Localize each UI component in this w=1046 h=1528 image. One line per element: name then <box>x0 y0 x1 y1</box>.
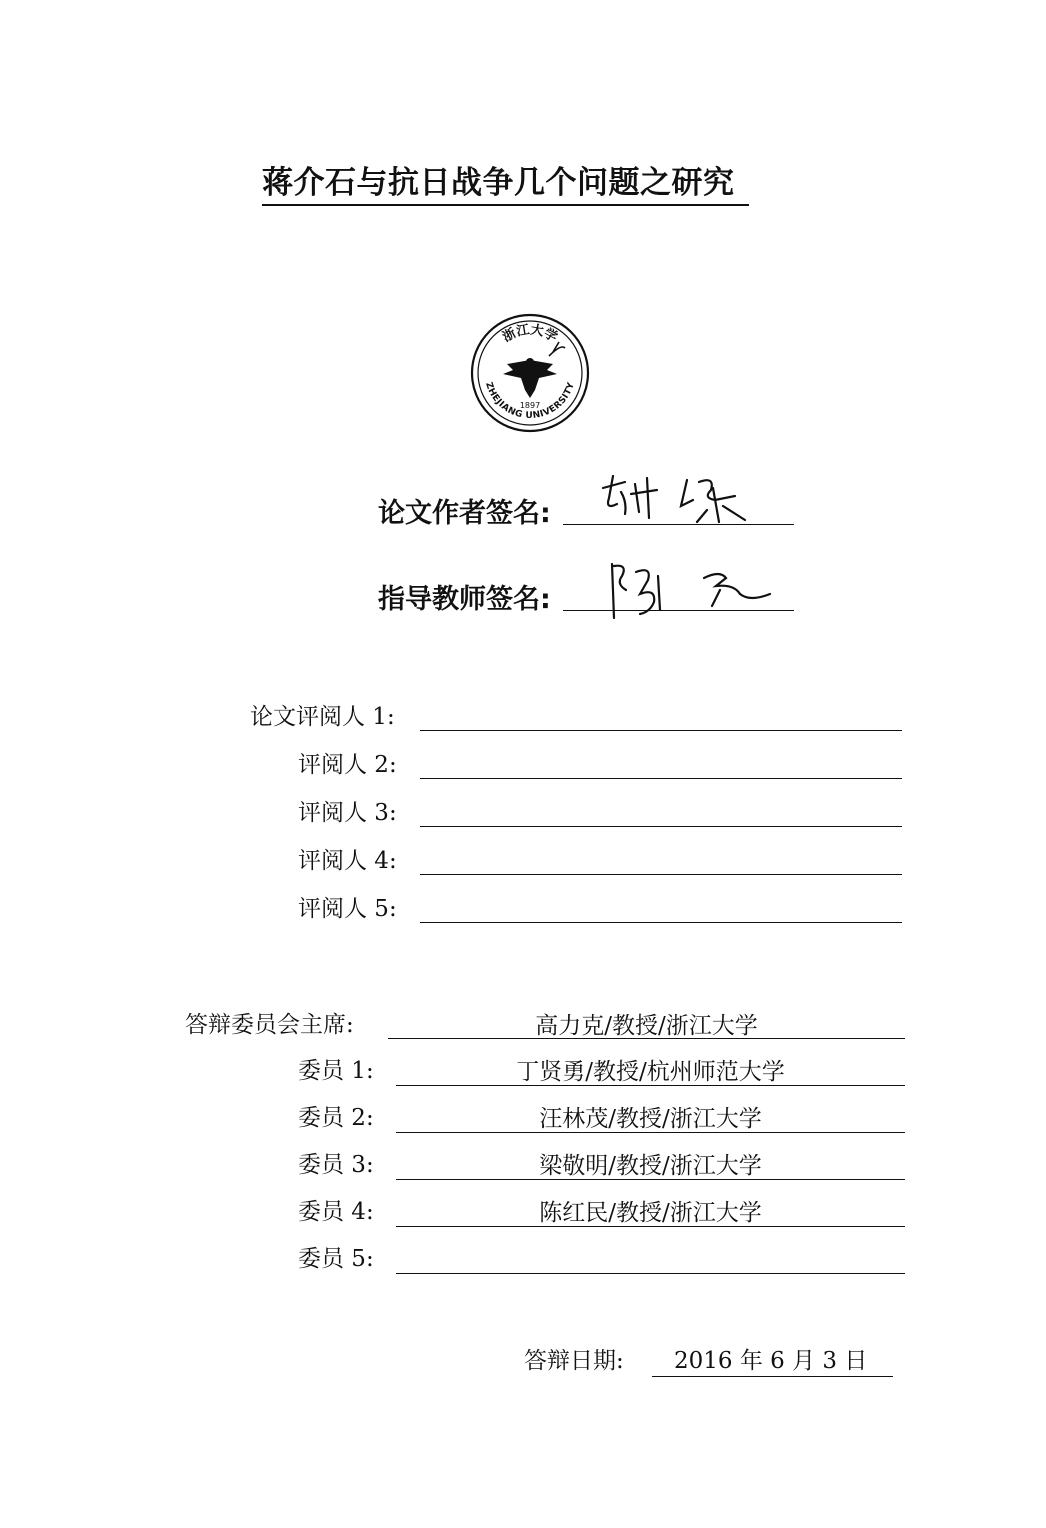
committee-member-label: 委员 5: <box>298 1246 374 1272</box>
advisor-handwritten-signature <box>600 554 790 624</box>
committee-line <box>396 1179 905 1180</box>
committee-member-label: 委员 2: <box>298 1105 374 1131</box>
committee-member-value: 丁贤勇/教授/杭州师范大学 <box>516 1059 785 1085</box>
author-signature-label: 论文作者签名: <box>378 498 551 529</box>
committee-chair-value: 高力克/教授/浙江大学 <box>535 1013 758 1039</box>
committee-line <box>396 1226 905 1227</box>
advisor-signature-label: 指导教师签名: <box>378 584 551 615</box>
committee-member-value: 陈红民/教授/浙江大学 <box>539 1200 762 1226</box>
committee-line <box>396 1273 905 1274</box>
reviewer-line <box>420 874 902 875</box>
committee-member-label: 委员 3: <box>298 1152 374 1178</box>
reviewer-label: 评阅人 5: <box>298 896 397 922</box>
committee-member-value: 汪林茂/教授/浙江大学 <box>539 1106 762 1132</box>
defense-date-label: 答辩日期: <box>524 1348 624 1374</box>
committee-member-label: 委员 1: <box>298 1058 374 1084</box>
committee-member-value: 梁敬明/教授/浙江大学 <box>539 1153 762 1179</box>
zju-seal-icon <box>469 312 591 434</box>
reviewer-line <box>420 826 902 827</box>
seal-year: 1897 <box>519 401 541 410</box>
thesis-title: 蒋介石与抗日战争几个问题之研究 <box>262 164 749 206</box>
committee-line <box>396 1085 905 1086</box>
seal-upper-text: 浙江大学 <box>500 322 560 346</box>
committee-chair-label: 答辩委员会主席: <box>185 1012 354 1038</box>
defense-date-value: 2016 年 6 月 3 日 <box>652 1346 893 1377</box>
reviewer-line <box>420 922 902 923</box>
reviewer-label: 评阅人 2: <box>298 752 397 778</box>
reviewer-line <box>420 730 902 731</box>
reviewer-label: 论文评阅人 1: <box>250 704 395 730</box>
committee-line <box>388 1038 905 1039</box>
reviewer-label: 评阅人 3: <box>298 800 397 826</box>
reviewer-label: 评阅人 4: <box>298 848 397 874</box>
committee-member-label: 委员 4: <box>298 1199 374 1225</box>
author-handwritten-signature <box>595 470 785 530</box>
seal-lower-text: ZHEJIANG UNIVERSITY <box>483 381 577 422</box>
reviewer-line <box>420 778 902 779</box>
committee-line <box>396 1132 905 1133</box>
